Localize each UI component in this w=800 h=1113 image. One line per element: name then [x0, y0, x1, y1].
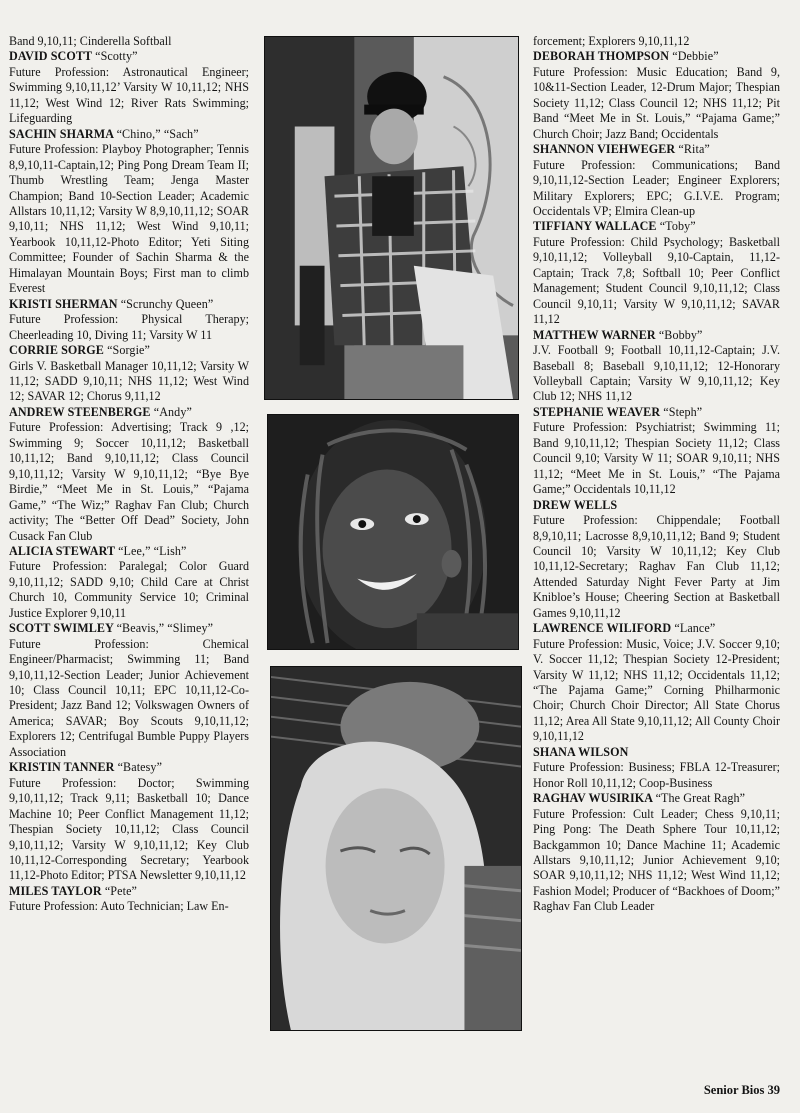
- student-name: SHANA WILSON: [533, 744, 629, 759]
- student-nickname: “Rita”: [678, 142, 710, 157]
- student-nickname: “The Great Ragh”: [655, 791, 746, 806]
- student-name: SCOTT SWIMLEY: [9, 621, 114, 636]
- student-name: MATTHEW WARNER: [533, 327, 656, 342]
- student-bio-text: forcement; Explorers 9,10,11,12: [533, 34, 690, 48]
- student-name: SACHIN SHARMA: [9, 126, 114, 141]
- student-bio-text: Future Profession: Music Education; Band 9, 10&11-Section Leader, 12-Drum Major; Thespian Society 11,12; Class Council 12; NHS 11,12; Pit Band “Meet Me in St. Louis,” “Pajama Game;” Church Choir; Jazz Band; Occidentals: [533, 64, 780, 141]
- student-name-header: [9, 760, 249, 775]
- student-name: CORRIE SORGE: [9, 343, 104, 358]
- student-name-header: [533, 219, 780, 234]
- student-bio-text: Future Profession: Communications; Band 9,10,11,12-Section Leader; Engineer Explorers; Military Explorers; EPC; G.I.V.E. Program; Occidentals VP; Elmira Clean-up: [533, 157, 780, 218]
- student-bio-text: Future Profession: Auto Technician; Law En-: [9, 899, 229, 914]
- student-nickname: “Lee,” “Lish”: [118, 543, 187, 558]
- student-nickname: “Pete”: [104, 883, 138, 898]
- student-bio-text: Future Profession: Psychiatrist; Swimming 11; Band 9,10,11,12; Thespian Society 11,12; Class Council 9,10; Varsity W 11; SOAR 9,10,11; NHS 11,12; “Meet Me in St. Louis,” “The Pajama Game;” Occidentals 10,11,12: [533, 420, 780, 497]
- photo-2-image: [268, 415, 518, 649]
- student-name-header: [9, 127, 249, 142]
- student-nickname: “Andy”: [153, 404, 192, 419]
- student-bio-text: Future Profession: Advertising; Track 9 ,12; Swimming 9; Soccer 10,11,12; Basketball 10,11,12; Band 9,10,11,12; Class Council 9,10,11,12; Varsity W 9,10,11,12; “Bye Bye Birdie,” “Meet Me in St. Louis,” “Pajama Game,” “The Wiz;” Raghav Fan Club; Church activity; The “Better Off Dead” Society, John Cusack Fan Club: [9, 420, 249, 543]
- student-bio-text: Future Profession: Cult Leader; Chess 9,10,11; Ping Pong: The Death Sphere Tour 10,11,12; Backgammon 10; Dance Machine 11; Academic Allstars 9,10,11,12; Junior Achievement 9,10; SOAR 9,10,11,12; NHS 11,12; West Wind 11,12; Fashion Model; Producer of “Backhoes of Doom;” Raghav Fan Club Leader: [533, 806, 780, 914]
- student-name: ANDREW STEENBERGE: [9, 404, 151, 419]
- student-name-header: [533, 328, 780, 343]
- student-bio-text: Future Profession: Physical Therapy; Cheerleading 10, Diving 11; Varsity W 11: [9, 312, 249, 342]
- student-name-header: [533, 405, 780, 420]
- student-name: DAVID SCOTT: [9, 49, 92, 64]
- student-name-header: [533, 49, 780, 64]
- student-name-header: [533, 498, 780, 513]
- student-bio-text: Future Profession: Chippendale; Football 8,9,10,11; Lacrosse 8,9,10,11,12; Band 9; Student Council 10; Varsity W 10,11,12; Key Club 10,11,12-Secretary; Raghav Fan Club 11,12; Attended Saturday Night Fever Party at Jim Knibloe’s House; Cheering Section at Basketball Games 9,10,11,12: [533, 513, 780, 620]
- page-footer-label: Senior Bios 39: [703, 1083, 780, 1097]
- student-name: MILES TAYLOR: [9, 883, 102, 898]
- student-nickname: “Beavis,” “Slimey”: [116, 621, 214, 636]
- student-nickname: “Batesy”: [117, 760, 163, 775]
- student-bio-text: J.V. Football 9; Football 10,11,12-Captain; J.V. Baseball 8; Baseball 9,10,11,12; 12-Honorary Volleyball Captain; Varsity W 9,10,11,12; Key Club 12; NHS 11,12: [533, 343, 780, 404]
- student-nickname: “Toby”: [659, 219, 696, 234]
- student-nickname: “Scrunchy Queen”: [120, 296, 214, 311]
- student-name: DREW WELLS: [533, 497, 618, 512]
- student-name-header: [9, 544, 249, 559]
- student-name-header: [9, 405, 249, 420]
- student-bio-text: Future Profession: Child Psychology; Basketball 9,10,11,12; Volleyball 9,10-Captain, 11,12-Captain; Track 7,8; Softball 10; Peer Conflict Management; Student Council 9,10,11,12; Class Council 9,10,11; Varsity W 9,10,11,12; SAVAR 11,12: [533, 234, 780, 327]
- photo-3-image: [271, 667, 521, 1030]
- right-bio-column: [533, 34, 780, 915]
- student-name-header: [533, 745, 780, 760]
- student-name-header: [9, 49, 249, 64]
- student-bio-text: Band 9,10,11; Cinderella Softball: [9, 34, 172, 48]
- student-nickname: “Sorgie”: [107, 343, 150, 358]
- student-name-header: [9, 343, 249, 358]
- student-name-header: [533, 621, 780, 636]
- student-name: SHANNON VIEHWEGER: [533, 142, 676, 157]
- student-bio-text: Future Profession: Astronautical Engineer; Swimming 9,10,11,12’ Varsity W 10,11,12; NHS 11,12; West Wind 12; River Rats Swimming; Lifeguarding: [9, 64, 249, 126]
- student-name: ALICIA STEWART: [9, 543, 115, 558]
- student-name: RAGHAV WUSIRIKA: [533, 791, 653, 806]
- student-nickname: “Scotty”: [95, 49, 138, 64]
- student-nickname: “Lance”: [674, 621, 716, 636]
- student-name: DEBORAH THOMPSON: [533, 49, 670, 64]
- student-name-header: [9, 297, 249, 312]
- student-name-header: [533, 142, 780, 157]
- student-bio-text: Future Profession: Business; FBLA 12-Treasurer; Honor Roll 10,11,12; Coop-Business: [533, 760, 780, 790]
- student-nickname: “Steph”: [663, 404, 703, 419]
- student-name-header: [533, 791, 780, 806]
- student-bio-text: Future Profession: Music, Voice; J.V. Soccer 9,10; V. Soccer 11,12; Thespian Society 12-President; Varsity W 11,12; NHS 11,12; Occidentals 11,12; “The Pajama Game;” Corning Philharmonic Choir; Church Choir Director; All State Chorus 11,12; Area All State 9,10,11,12; All County Choir 9,10,11,12: [533, 636, 780, 744]
- student-name-header: [9, 621, 249, 636]
- student-bio-text: Future Profession: Doctor; Swimming 9,10,11,12; Track 9,11; Basketball 10; Dance Machine 10; Peer Conflict Management 11,12; Thespian Society 10,11,12; Class Council 9,10,11,12; Varsity W 9,10,11,12; Key Club 10,11,12-Corresponding Secretary; Yearbook 11,12-Photo Editor; PTSA Newsletter 9,10,11,12: [9, 775, 249, 883]
- student-nickname: “Bobby”: [658, 327, 703, 342]
- student-bio-text: Future Profession: Chemical Engineer/Pharmacist; Swimming 11; Band 9,10,11,12-Section Leader; Junior Achievement 10; Class Council 10,11; EPC 10,11,12-Co-President; Jazz Band 12; Volkswagen Owners of America; SAVAR; Boy Scouts 9,10,11,12; Explorers 12; Centrifugal Bumble Puppy Players Association: [9, 636, 249, 759]
- photo-1-image: [265, 37, 518, 399]
- student-name: TIFFIANY WALLACE: [533, 219, 657, 234]
- photo-student-plaid-shirt-cap: [264, 36, 519, 400]
- student-name-header: [9, 884, 249, 899]
- student-bio-text: Future Profession: Paralegal; Color Guard 9,10,11,12; SADD 9,10; Child Care at Christ Church 10, Community Service 10; Criminal Justice Explorer 9,10,11: [9, 559, 249, 620]
- photo-students-blonde-girl: [270, 666, 522, 1031]
- student-nickname: “Debbie”: [672, 49, 719, 64]
- student-nickname: “Chino,” “Sach”: [116, 126, 199, 141]
- student-name: STEPHANIE WEAVER: [533, 404, 661, 419]
- student-bio-text: Future Profession: Playboy Photographer; Tennis 8,9,10,11-Captain,12; Ping Pong Dream Team II; Thumb Wrestling Team; Jenga Master Champion; Band 10-Section Leader; Academic Allstars 10,11,12; Varsity W 8,9,10,11,12; SOAR 9,10,11; NHS 11,12; West Wind 9,10,11; Yearbook 10,11,12-Photo Editor; Yeti Siting Committee; Founder of Sachin Sharma & the Himalayan Mountain Boys; First man to climb Everest: [9, 142, 249, 296]
- student-name: LAWRENCE WILIFORD: [533, 621, 672, 636]
- student-bio-text: Girls V. Basketball Manager 10,11,12; Varsity W 11,12; SADD 9,10,11; NHS 11,12; West Wind 12; SAVAR 12; Chorus 9,11,12: [9, 358, 249, 404]
- left-bio-column: [9, 34, 249, 915]
- student-name: KRISTIN TANNER: [9, 760, 115, 775]
- photo-student-braids-smiling: [267, 414, 519, 650]
- student-name: KRISTI SHERMAN: [9, 296, 118, 311]
